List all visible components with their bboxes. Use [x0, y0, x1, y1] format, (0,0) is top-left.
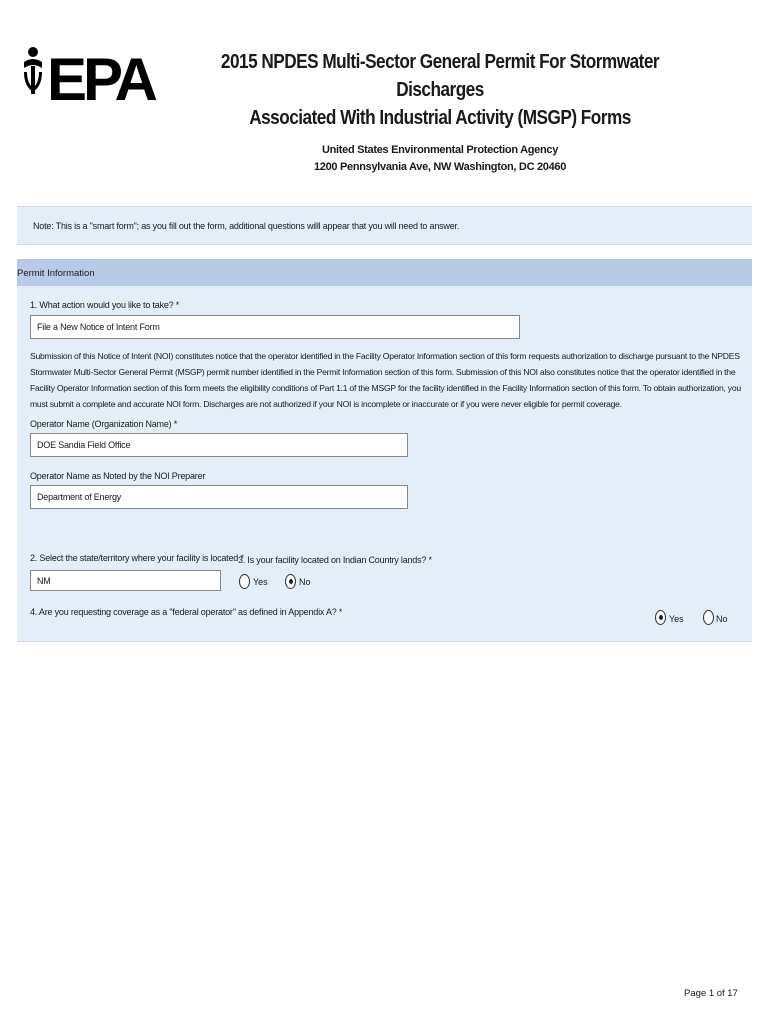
title-line-1: 2015 NPDES Multi-Sector General Permit For Stormwater Discharges — [220, 51, 660, 101]
indian-country-yes-label: Yes — [253, 577, 268, 587]
document-header — [160, 48, 720, 176]
operator-name-value: DOE Sandia Field Office — [37, 440, 131, 450]
action-select-value: File a New Notice of Intent Form — [37, 322, 160, 332]
operator-noi-value: Department of Energy — [37, 492, 122, 502]
federal-operator-yes-label: Yes — [669, 614, 684, 624]
title-line-2: Associated With Industrial Activity (MSGP) Forms — [249, 107, 631, 129]
page-number: Page 1 of 17 — [684, 988, 738, 999]
noi-explanation: Submission of this Notice of Intent (NOI) constitutes notice that the operator identified in the Facility Operator Information section of this form requests authorization to discharge pursuant to the NPDES Stormwater Multi-Sector General Permit (MSGP) permit number identified in the Permit Information section of this form. Submission of this NOI also constitutes notice that the operator identified in the Facility Operator Information section of this form meets the eligibility conditions of Part 1.1 of the MSGP for the facility identified in the Facility Information section of this form. To obtain authorization, you must submit a complete and accurate NOI form. Discharges are not authorized if your NOI is incomplete or inaccurate or if you were never eligible for permit coverage. — [30, 351, 741, 409]
q3-label: 3. Is your facility located on Indian Country lands? * — [238, 555, 432, 565]
federal-operator-no-label: No — [716, 614, 728, 624]
state-select-value: NM — [37, 575, 51, 586]
operator-name-label: Operator Name (Organization Name) * — [30, 419, 178, 429]
action-select[interactable] — [30, 315, 520, 339]
document-title — [199, 48, 681, 132]
operator-name-field[interactable] — [30, 433, 408, 457]
q1-label: 1. What action would you like to take? * — [30, 300, 180, 310]
federal-operator-no-radio[interactable] — [703, 610, 714, 625]
section-title: Permit Information — [17, 268, 95, 279]
agency-address: 1200 Pennsylvania Ave, NW Washington, DC 20460 — [313, 161, 567, 173]
q4-label: 4. Are you requesting coverage as a "federal operator" as defined in Appendix A? * — [30, 607, 343, 617]
svg-text:EPA: EPA — [47, 46, 154, 113]
state-select[interactable] — [30, 570, 221, 591]
epa-logo — [22, 42, 154, 113]
indian-country-no-radio[interactable] — [285, 574, 296, 589]
note-text: Note: This is a "smart form"; as you fill out the form, additional questions willl appear that you will need to answer. — [33, 221, 460, 231]
smart-form-note — [17, 206, 752, 245]
federal-operator-yes-radio[interactable] — [655, 610, 666, 625]
operator-noi-field[interactable] — [30, 485, 408, 509]
operator-noi-label: Operator Name as Noted by the NOI Preparer — [30, 471, 206, 481]
agency-name: United States Environmental Protection Agency — [321, 144, 559, 156]
section-header — [17, 259, 752, 286]
q2-label: 2. Select the state/territory where your facility is located * — [30, 553, 244, 563]
indian-country-no-label: No — [299, 577, 311, 587]
permit-information-section — [17, 259, 752, 642]
agency-block — [160, 142, 720, 176]
indian-country-yes-radio[interactable] — [239, 574, 250, 589]
